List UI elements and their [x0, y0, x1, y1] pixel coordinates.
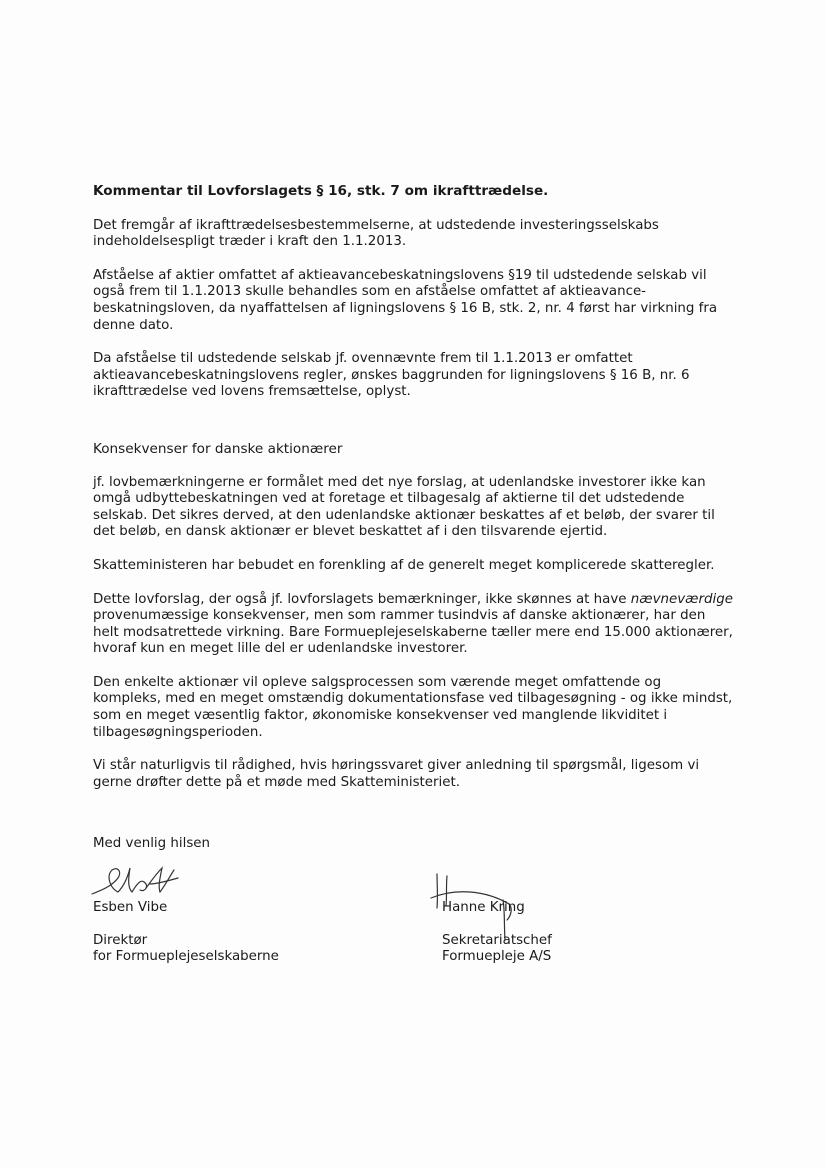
signatory-right-org: Formuepleje A/S: [442, 949, 552, 965]
paragraph-formaal: jf. lovbemærkningerne er formålet med det nye forslag, at udenlandske investorer ikke kan omgå udbyttebeskatningen ved at foretage et tilbagesalg af aktierne til det udstedende selskab. Det sikres derved, at den udenlandske aktionær beskattes af et beløb, der svarer til det beløb, en dansk aktionær er blevet beskattet af i den tilsvarende ejertid.: [93, 474, 715, 540]
paragraph-ikrafttraedelse: Det fremgår af ikrafttrædelsesbestemmelserne, at udstedende investeringsselskabs indeholdelsespligt træder i kraft den 1.1.2013.: [93, 217, 659, 250]
section-heading: Konsekvenser for danske aktionærer: [93, 440, 343, 457]
paragraph-konsekvenser-start: Dette lovforslag, der også jf. lovforslagets bemærkninger, ikke skønnes at have: [93, 591, 631, 607]
signatory-left-title: Direktør: [93, 932, 148, 948]
paragraph-forenkling: Skatteministeren har bebudet en forenkling af de generelt meget komplicerede skatteregler.: [93, 557, 715, 573]
signatory-left-name: Esben Vibe: [93, 900, 168, 915]
signatory-right: [442, 900, 552, 966]
emphasis-naevnevaerdige: nævneværdige: [630, 591, 733, 607]
signature-esben-vibe: [88, 858, 188, 903]
paragraph-raadighed: Vi står naturligvis til rådighed, hvis høringssvaret giver anledning til spørgsmål, ligesom vi gerne drøfter dette på et møde med Skatteministeriet.: [93, 758, 700, 790]
paragraph-afstaaelse: Afståelse af aktier omfattet af aktieavancebeskatningslovens §19 til udstedende selskab vil også frem til 1.1.2013 skulle behandles som en afståelse omfattet af aktieavance-beskatningsloven, da nyaffattelsen af ligningslovens § 16 B, stk. 2, nr. 4 først har virkning fra denne dato.: [93, 267, 718, 333]
paragraph-baggrund: Da afståelse til udstedende selskab jf. ovennævnte frem til 1.1.2013 er omfattet aktieavancebeskatningslovens regler, ønskes baggrunden for ligningslovens § 16 B, nr. 6 ikrafttrædelse ved lovens fremsættelse, oplyst.: [93, 351, 690, 400]
paragraph-konsekvenser: [93, 592, 733, 658]
signatory-right-title: Sekretariatschef: [442, 932, 552, 948]
letter-body: [93, 183, 733, 853]
paragraph-konsekvenser-end: provenumæssige konsekvenser, men som rammer tusindvis af danske aktionærer, har den helt modsatrettede virkning. Bare Formueplejeselskaberne tæller mere end 15.000 aktionærer, hvoraf kun en meget lille del er udenlandske investorer.: [93, 608, 733, 657]
closing-greeting: Med venlig hilsen: [93, 836, 211, 852]
paragraph-salgsproces: Den enkelte aktionær vil opleve salgsprocessen som værende meget omfattende og kompleks, med en meget omstændig dokumentationsfase ved tilbagesøgning - og ikke mindst, som en meget væsentlig faktor, økonomiske konsekvenser ved manglende likviditet i tilbagesøgningsperioden.: [93, 674, 733, 740]
document-title: Kommentar til Lovforslagets § 16, stk. 7 om ikrafttrædelse.: [93, 183, 549, 199]
signatory-left-org: for Formueplejeselskaberne: [93, 949, 279, 965]
signatory-left: [93, 900, 279, 966]
signatory-right-name: Hanne Kring: [442, 900, 525, 915]
